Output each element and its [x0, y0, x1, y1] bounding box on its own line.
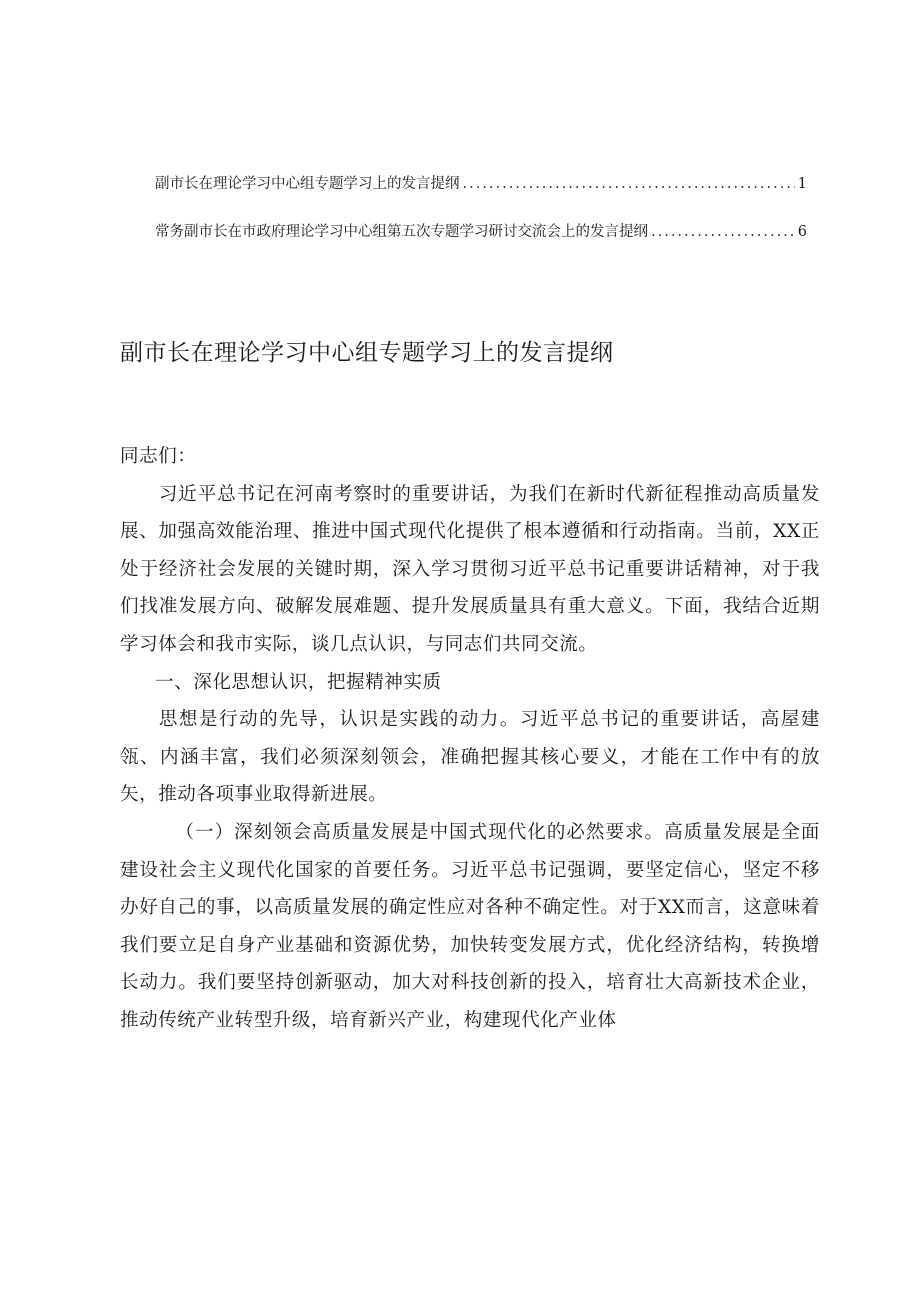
- section-paragraph: 思想是行动的先导，认识是实践的动力。习近平总书记的重要讲话，高屋建瓴、内涵丰富，我们必须深刻领会，准确把握其核心要义，才能在工作中有的放矢，推动各项事业取得新进展。: [120, 709, 820, 806]
- toc-leader-dots: [651, 224, 795, 240]
- table-of-contents: [155, 172, 807, 242]
- toc-entry[interactable]: [155, 172, 807, 194]
- toc-entry-title: 常务副市长在市政府理论学习中心组第五次专题学习研讨交流会上的发言提纲: [155, 224, 648, 240]
- document-title: 副市长在理论学习中心组专题学习上的发言提纲: [120, 340, 614, 366]
- toc-entry[interactable]: [155, 220, 807, 242]
- salutation: 同志们：: [120, 446, 197, 467]
- toc-entry-page: 1: [797, 176, 807, 192]
- subsection-paragraph: （一）深刻领会高质量发展是中国式现代化的必然要求。高质量发展是全面建设社会主义现代化国家的首要任务。习近平总书记强调，要坚定信心，坚定不移办好自己的事，以高质量发展的确定性应对各种不确定性。对于XX而言，这意味着我们要立足自身产业基础和资源优势，加快转变发展方式，优化经济结构，转换增长动力。我们要坚持创新驱动，加大对科技创新的投入，培育壮大高新技术企业，推动传统产业转型升级，培育新兴产业，构建现代化产业体: [120, 821, 820, 1031]
- toc-leader-dots: [463, 176, 795, 192]
- toc-entry-page: 6: [797, 224, 807, 240]
- intro-paragraph: 习近平总书记在河南考察时的重要讲话，为我们在新时代新征程推动高质量发展、加强高效能治理、推进中国式现代化提供了根本遵循和行动指南。当前，XX正处于经济社会发展的关键时期，深入学习贯彻习近平总书记重要讲话精神，对于我们找准发展方向、破解发展难题、提升发展质量具有重大意义。下面，我结合近期学习体会和我市实际，谈几点认识，与同志们共同交流。: [120, 483, 820, 655]
- document-body: [120, 438, 820, 1040]
- section-heading: 一、深化思想认识，把握精神实质: [155, 671, 442, 693]
- toc-entry-title: 副市长在理论学习中心组专题学习上的发言提纲: [155, 176, 460, 192]
